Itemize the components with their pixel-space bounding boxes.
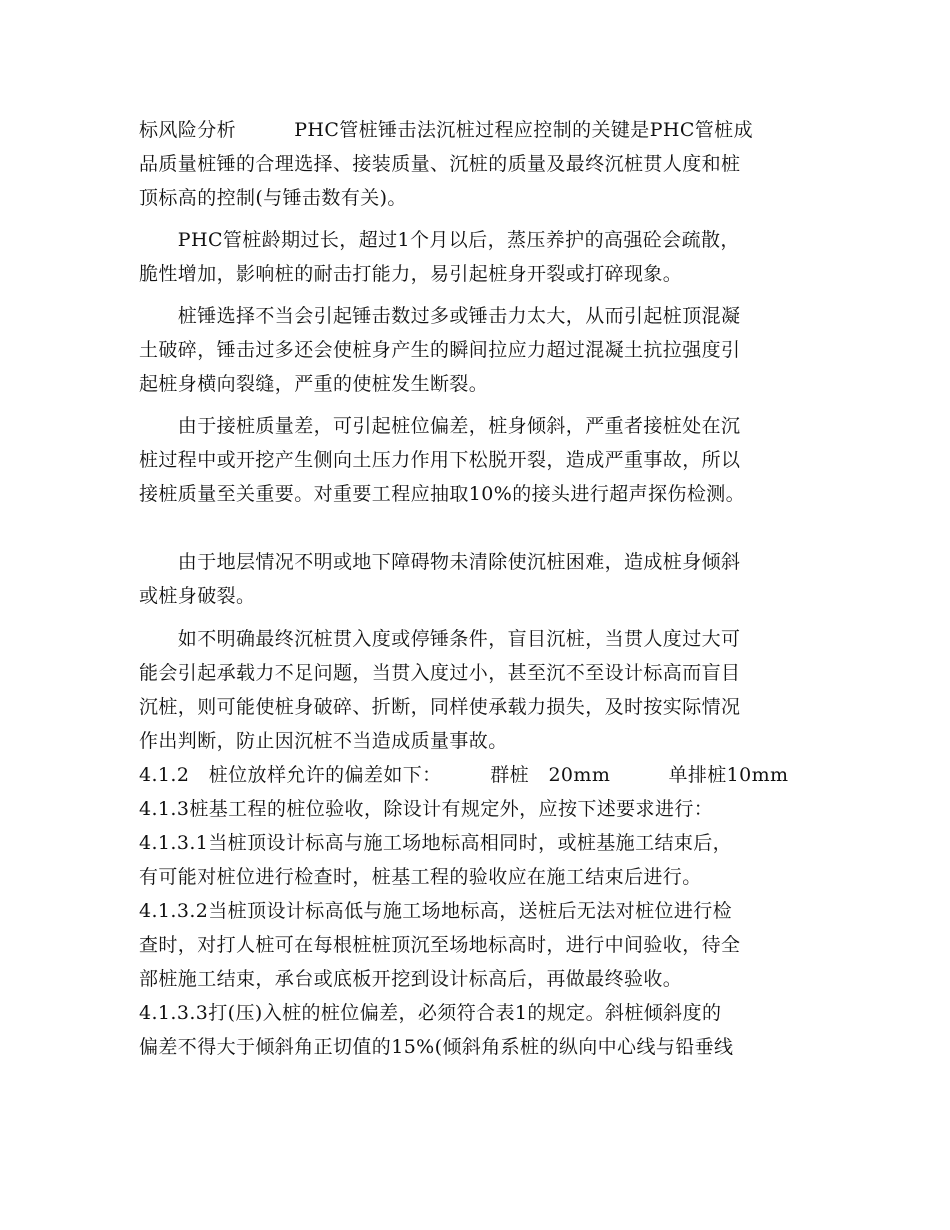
text-line-24: 部桩施工结束，承台或底板开挖到设计标高后，再做最终验收。 <box>139 968 683 990</box>
text-line-1: 标风险分析 PHC管桩锤击法沉桩过程应控制的关键是PHC管桩成 <box>139 119 753 141</box>
text-line-25: 4.1.3.3打(压)入桩的桩位偏差，必须符合表1的规定。斜桩倾斜度的 <box>139 1002 722 1024</box>
text-line-16: 沉桩，则可能使桩身破碎、折断，同样使承载力损失，及时按实际情况 <box>139 696 741 718</box>
text-line-18: 4.1.2 桩位放样允许的偏差如下： 群桩 20mm 单排桩10mm <box>139 764 789 786</box>
text-line-14: 如不明确最终沉桩贯入度或停锤条件，盲目沉桩，当贯人度过大可 <box>139 628 741 650</box>
text-line-3: 顶标高的控制(与锤击数有关)。 <box>139 187 407 209</box>
text-line-21: 有可能对桩位进行检查时，桩基工程的验收应在施工结束后进行。 <box>139 866 702 888</box>
text-line-10: 桩过程中或开挖产生侧向土压力作用下松脱开裂，造成严重事故，所以 <box>139 449 741 471</box>
text-line-12: 由于地层情况不明或地下障碍物未清除使沉桩困难，造成桩身倾斜 <box>139 551 741 573</box>
text-line-6: 桩锤选择不当会引起锤击数过多或锤击力太大，从而引起桩顶混凝 <box>139 305 741 327</box>
text-line-20: 4.1.3.1当桩顶设计标高与施工场地标高相同时，或桩基施工结束后， <box>139 832 733 854</box>
text-line-4: PHC管桩龄期过长，超过1个月以后，蒸压养护的高强砼会疏散， <box>139 229 740 251</box>
text-line-9: 由于接桩质量差，可引起桩位偏差，桩身倾斜，严重者接桩处在沉 <box>139 415 741 437</box>
text-line-17: 作出判断，防止因沉桩不当造成质量事故。 <box>139 730 508 752</box>
text-line-2: 品质量桩锤的合理选择、接装质量、沉桩的质量及最终沉桩贯人度和桩 <box>139 153 741 175</box>
text-line-7: 土破碎，锤击过多还会使桩身产生的瞬间拉应力超过混凝土抗拉强度引 <box>139 339 741 361</box>
text-line-11: 接桩质量至关重要。对重要工程应抽取10%的接头进行超声探伤检测。 <box>139 483 746 505</box>
text-line-22: 4.1.3.2当桩顶设计标高低与施工场地标高，送桩后无法对桩位进行检 <box>139 900 733 922</box>
text-line-8: 起桩身横向裂缝，严重的使桩发生断裂。 <box>139 373 489 395</box>
text-line-19: 4.1.3桩基工程的桩位验收，除设计有规定外，应按下述要求进行： <box>139 798 714 820</box>
text-line-5: 脆性增加，影响桩的耐击打能力，易引起桩身开裂或打碎现象。 <box>139 263 683 285</box>
text-line-23: 查时，对打人桩可在每根桩桩顶沉至场地标高时，进行中间验收，待全 <box>139 934 741 956</box>
text-line-26: 偏差不得大于倾斜角正切值的15%(倾斜角系桩的纵向中心线与铅垂线 <box>139 1036 734 1058</box>
text-line-13: 或桩身破裂。 <box>139 585 256 607</box>
text-line-15: 能会引起承载力不足问题，当贯入度过小，甚至沉不至设计标高而盲目 <box>139 662 741 684</box>
